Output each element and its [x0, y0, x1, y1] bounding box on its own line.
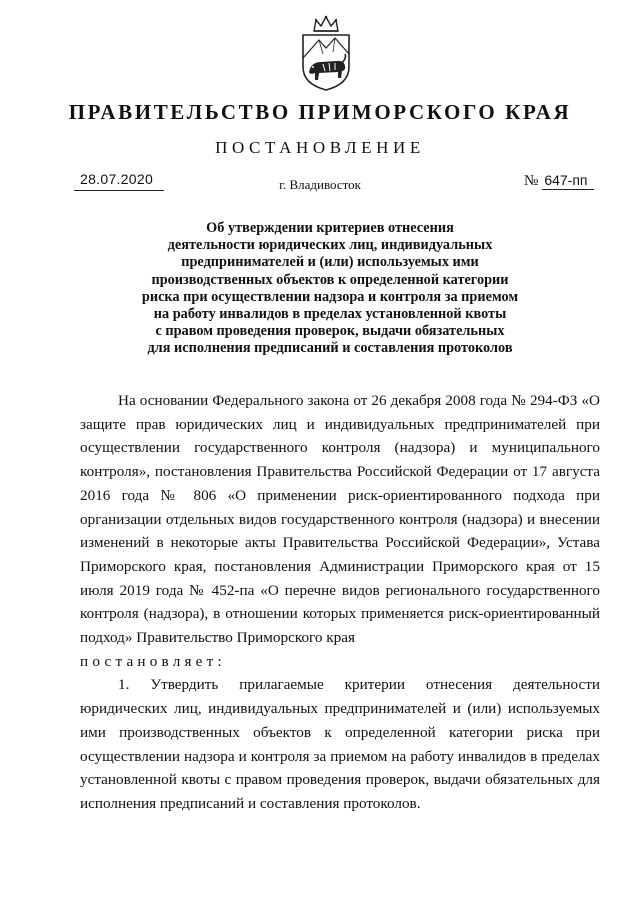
government-name: ПРАВИТЕЛЬСТВО ПРИМОРСКОГО КРАЯ	[68, 100, 572, 124]
document-body	[80, 389, 600, 816]
title-line: производственных объектов к определенной категории	[151, 271, 509, 288]
number-sign: №	[524, 173, 539, 189]
document-date: 28.07.2020	[80, 171, 154, 187]
preamble-paragraph: На основании Федерального закона от 26 декабря 2008 года № 294-ФЗ «О защите прав юридических лиц и индивидуальных предпринимателей при осуществлении государственного контроля (надзора) и муниципального контроля», постановления Правительства Российской Федерации от 17 августа 2016 года № 806 «О применении риск-ориентированного подхода при организации отдельных видов государственного контроля (надзора) и внесении изменений в некоторые акты Правительства Российской Федерации», Устава Приморского края, постановления Администрации Приморского края от 15 июля 2019 года № 452-па «О перечне видов регионального государственного контроля (надзора), в отношении которых применяется риск-ориентированный подход» Правительство Приморского края	[80, 392, 600, 647]
document-title	[130, 220, 530, 358]
title-line: с правом проведения проверок, выдачи обязательных	[155, 323, 505, 340]
document-number	[524, 172, 594, 190]
resolve-word: постановляет:	[80, 652, 226, 670]
coat-of-arms-icon	[297, 14, 355, 92]
item-1-paragraph: 1. Утвердить прилагаемые критерии отнесения деятельности юридических лиц, индивидуальных предпринимателей и (или) используемых ими производственных объектов к определенной категории риска при осуществлении надзора и контроля за приемом на работу инвалидов в пределах установленной квоты с правом проведения проверок, выдачи обязательных для исполнения предписаний и составления протоколов.	[80, 676, 600, 812]
title-line: на работу инвалидов в пределах установленной квоты	[153, 306, 507, 323]
title-line: деятельности юридических лиц, индивидуальных	[167, 237, 493, 254]
city-name: г. Владивосток	[279, 177, 361, 192]
title-line: предпринимателей и (или) используемых ими	[181, 254, 479, 271]
title-line: риска при осуществлении надзора и контроля за приемом	[141, 288, 519, 305]
title-line: для исполнения предписаний и составления протоколов	[147, 340, 513, 357]
title-line: Об утверждении критериев отнесения	[206, 220, 454, 236]
number-value: 647-пп	[542, 172, 593, 190]
document-type: ПОСТАНОВЛЕНИЕ	[215, 138, 425, 157]
